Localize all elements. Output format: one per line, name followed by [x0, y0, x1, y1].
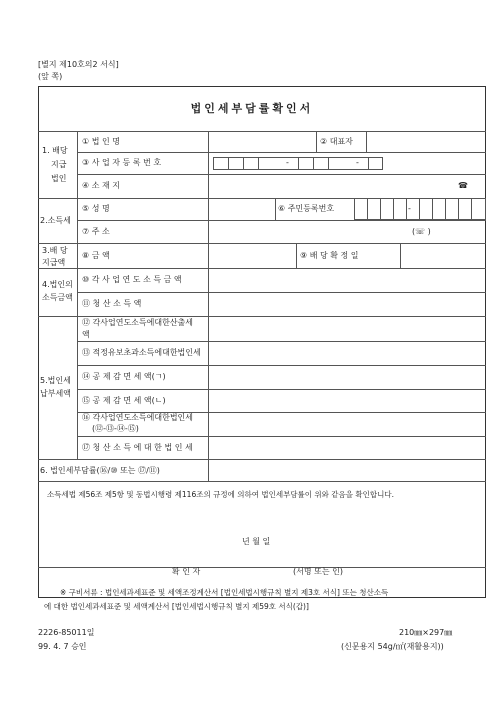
corp-name-label: ① 법 인 명	[82, 137, 120, 146]
rule	[366, 131, 367, 152]
rule	[275, 198, 276, 220]
liquidation-tax-label: ⑰ 청 산 소 득 에 대 한 법 인 세	[82, 443, 193, 452]
rule	[77, 292, 486, 293]
required-docs-note: ※ 구비서류 : 법인세과세표준 및 세액조정계산서 [법인세법시행규칙 별지 제3호 서식] 또는 청산소득	[60, 588, 389, 597]
section5-label: 5.법인세	[40, 376, 71, 385]
corp-tax-formula: (⑫-⑬-⑭-⑮)	[92, 424, 139, 433]
rule	[77, 365, 486, 366]
page-side-label: (앞 쪽)	[38, 72, 63, 81]
confirmation-statement: 소득세법 제56조 제5항 및 동법시행령 제116조의 규정에 의하여 법인세부담률이 위와 같음을 확인합니다.	[47, 490, 395, 499]
section3-label: 지급액	[42, 258, 66, 267]
rule	[38, 243, 486, 244]
calculated-tax-label: ⑫ 각사업연도소득에대한산출세	[82, 318, 194, 327]
form-title: 법인세부담률확인서	[190, 102, 314, 115]
rule	[38, 459, 486, 460]
resident-no-label: ⑥ 주민등록번호	[278, 204, 335, 213]
address-label: ④ 소 재 지	[82, 181, 120, 190]
section4-label: 4.법인의	[42, 280, 73, 289]
rule	[77, 436, 486, 437]
rule	[38, 131, 486, 132]
required-docs-note: 에 대한 법인세과세표준 및 세액계산서 [법인세법시행규칙 별지 제59호 서식(갑)]	[44, 602, 309, 611]
rule	[38, 481, 486, 482]
name-label: ⑤ 성 명	[82, 204, 110, 213]
rule	[316, 131, 317, 152]
confirmer-label: 확 인 자	[172, 567, 201, 576]
resident-no-dash: -	[408, 204, 411, 213]
approval-date: 99. 4. 7 승인	[38, 642, 87, 651]
calculated-tax-label: 액	[82, 330, 90, 339]
rule	[77, 174, 486, 175]
signature-label: (서명 또는 인)	[293, 567, 343, 576]
form-number: [별지 제10호의2 서식]	[38, 60, 119, 69]
rule	[400, 243, 401, 268]
amount-label: ⑧ 금 액	[82, 251, 110, 260]
liquidation-income-label: ⑪ 청 산 소 득 액	[82, 299, 142, 308]
form-code: 2226-85011일	[38, 628, 95, 637]
rule	[77, 220, 486, 221]
section4-label: 소득금액	[42, 293, 73, 302]
paper-type: (신문용지 54g/㎡(재활용지))	[341, 642, 444, 651]
phone-icon: ☎	[458, 181, 468, 190]
rule	[77, 341, 486, 342]
representative-label: ② 대표자	[320, 137, 353, 146]
confirmation-date: 년 월 일	[242, 537, 271, 546]
resident-no-boxes[interactable]	[354, 198, 486, 220]
rule	[77, 152, 486, 153]
biz-reg-no-dash: -	[286, 158, 289, 167]
tax-deduction-a-label: ⑭ 공 제 감 면 세 액(ㄱ)	[82, 372, 166, 381]
rule	[38, 316, 486, 317]
dividend-date-label: ⑨ 배 당 확 정 일	[300, 251, 359, 260]
excess-retention-tax-label: ⑬ 적정유보초과소득에대한법인세	[82, 348, 201, 357]
rule	[38, 567, 486, 568]
biz-reg-no-label: ③ 사 업 자 등 록 번 호	[82, 158, 162, 167]
section1-label: 1. 배당	[42, 146, 68, 155]
biz-reg-no-dash: -	[356, 158, 359, 167]
corp-tax-label: ⑯ 각사업연도소득에대한법인세	[82, 413, 194, 422]
rule	[208, 131, 209, 481]
rule	[296, 243, 297, 268]
residence-address-label: ⑦ 주 소	[82, 227, 110, 236]
section2-label: 2.소득세	[40, 216, 71, 225]
rule	[77, 389, 486, 390]
rule	[77, 131, 78, 459]
section1-label: 법인	[51, 174, 67, 183]
tax-burden-rate-label: 6. 법인세부담률(⑯/⑩ 또는 ⑰/⑪)	[40, 466, 160, 475]
income-amount-label: ⑩ 각 사 업 연 도 소 득 금 액	[82, 275, 182, 284]
rule	[38, 268, 486, 269]
residence-phone: (☏ )	[412, 227, 431, 236]
section5-label: 납부세액	[40, 389, 71, 398]
paper-size: 210㎜×297㎜	[399, 628, 453, 637]
section1-label: 지급	[51, 160, 67, 169]
tax-deduction-b-label: ⑮ 공 제 감 면 세 액(ㄴ)	[82, 396, 166, 405]
section3-label: 3.배 당	[42, 246, 68, 255]
